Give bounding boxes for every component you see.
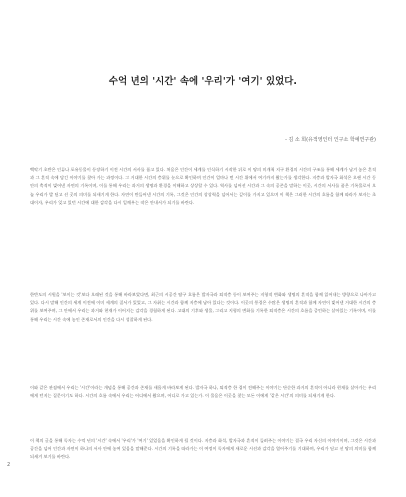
page-number: 2	[7, 462, 11, 468]
body-paragraph: 한반도의 시원을 '보이는 것'보다 오래된 것을 통해 바라보았다면, 최근의 시공간 탐구 흐름은 발자국과 퇴적층 등이 보여주는 지형적 변화와 생명의 흔적을 함께 읽어내는 방향으로 나아가고 있다. 다시 말해 인간의 세계 이전에 이미 세계의 질서가 있었고, 그 자취는 시간과 함께 지층에 남아 있다는 것이다. 이곳의 풍경은 수많은 생명의 흔적과 함께 자연이 빚어낸 거대한 시간의 층위를 보여주며, 그 안에서 우리는 과거와 현재가 이어지는 감각을 경험하게 된다. 고대의 기후와 생물, 그리고 지형의 변화를 기록한 퇴적층은 시간의 흐름을 증언하는 살아있는 기록이며, 이를 통해 우리는 시간 속에 놓인 존재로서의 인간을 다시 성찰하게 된다.	[30, 292, 376, 322]
author-byline: - 김 소 희(유적영인터 인구소 학예연구관)	[285, 137, 376, 143]
body-paragraph: 백악기 초반은 인류나 포유동물이 등장하기 이전 시간의 서사를 품고 있다. 처음은 인간이 세계를 인식하기 시작한 뒤로 이 땅의 미개척 지구 환경의 시간의 구조를 통해 세계가 남겨 놓은 흔적과 그 흔적 속에 담긴 이야기를 찾아 가는 과정이다. 그 거대한 시간의 층위를 눈으로 확인하며 인간이 얼마나 먼 시간 위에서 여기까지 왔는가를 생각한다. 지층과 발자국 화석은 오랜 시간 동안의 축적이 빚어낸 자연의 기록이며, 이를 통해 우리는 과거의 생명과 환경을 이해하고 상상할 수 있다. 역사를 넘어선 시간과 그 속의 공존을 말하는 이곳, 시간의 서사를 품은 기록물로서 오늘 우리가 발 딛고 선 곳의 의미를 되새기게 한다. 자연이 만들어낸 시간의 기록, 그것은 인간의 상상력을 넘어서는 깊이를 가지고 있으며 이 책은 그러한 시간의 흐름을 함께 따라가 보자는 초대이자, 우리가 잊고 있던 시간에 대한 감각을 다시 일깨우는 작은 안내서가 되기를 바란다.	[30, 167, 376, 205]
page-title: 수억 년의 '시간' 속에 '우리'가 '여기' 있었다.	[108, 76, 298, 87]
body-paragraph: 이와 같은 관점에서 우리는 '시간'이라는 개념을 통해 공간과 존재를 새롭게 바라보게 된다. 발자국 하나, 퇴적층 한 겹이 전해주는 이야기는 단순한 과거의 흔적이 아니라 현재를 살아가는 우리에게 던지는 질문이기도 하다. 시간의 흐름 속에서 우리는 어디에서 왔으며, 어디로 가고 있는가. 이 물음은 이곳을 찾는 모든 이에게 '같은 시간'의 의미를 되새기게 한다.	[30, 385, 376, 399]
body-paragraph: 이 책의 글을 통해 독자는 수억 년의 '시간' 속에서 '우리'가 '여기' 있었음을 확인하게 될 것이다. 지층과 화석, 발자국과 흔적이 들려주는 이야기는 결국 우리 자신의 이야기이며, 그것은 시간과 공간을 넘어 인간과 자연이 하나의 서사 안에 놓여 있음을 말해준다. 시간의 기록을 따라가는 이 여정이 독자에게 새로운 시선과 감각을 열어주기를 기대하며, 우리가 딛고 선 땅의 의미를 함께 되새겨 보기를 바란다.	[30, 438, 376, 460]
